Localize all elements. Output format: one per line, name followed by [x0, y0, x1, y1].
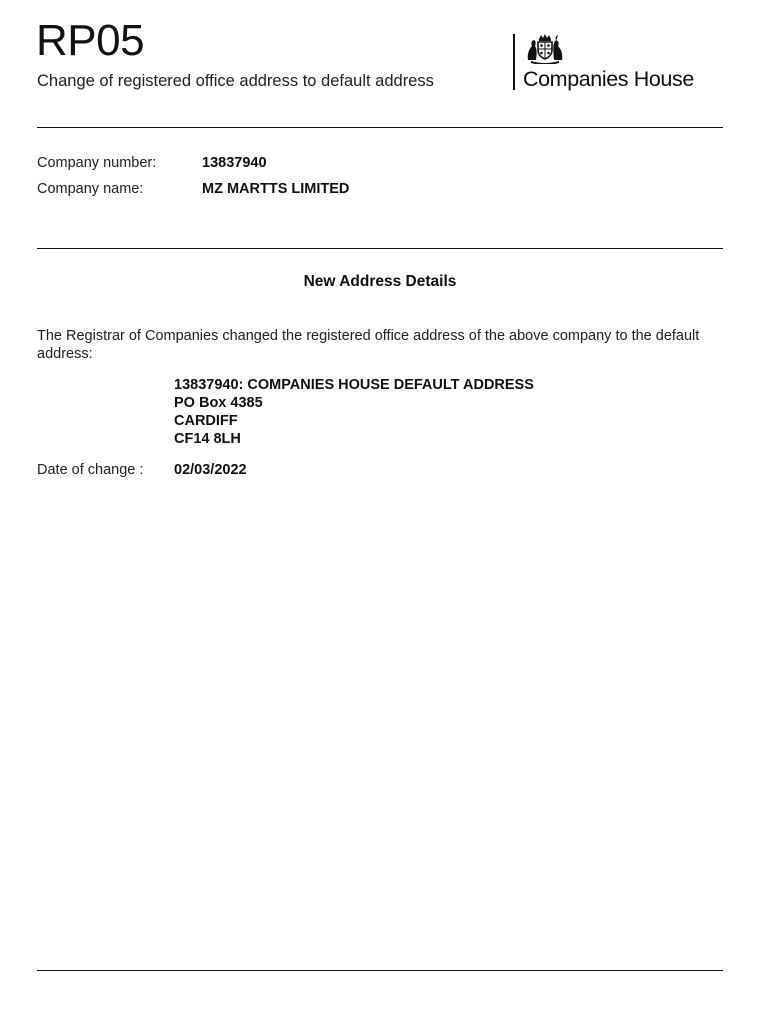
footer-divider: [37, 970, 723, 971]
address-line: CF14 8LH: [174, 431, 241, 447]
form-title: Change of registered office address to default address: [37, 72, 434, 90]
section-divider: [37, 248, 723, 249]
header-divider: [37, 127, 723, 128]
address-line: 13837940: COMPANIES HOUSE DEFAULT ADDRESS: [174, 377, 534, 393]
logo-text: Companies House: [523, 67, 694, 91]
date-of-change-value: 02/03/2022: [174, 462, 247, 478]
logo-divider: [513, 34, 515, 90]
address-line: CARDIFF: [174, 413, 238, 429]
company-number-value: 13837940: [202, 155, 267, 171]
section-heading: New Address Details: [303, 273, 457, 290]
form-code: RP05: [36, 16, 145, 65]
royal-crest-icon: [525, 32, 565, 64]
address-line: PO Box 4385: [174, 395, 263, 411]
company-name-label: Company name:: [37, 181, 144, 197]
change-statement: The Registrar of Companies changed the registered office address of the above company to the default address:: [37, 328, 700, 362]
default-address: [174, 376, 534, 448]
companies-house-logo: [513, 32, 713, 92]
company-name-value: MZ MARTTS LIMITED: [202, 181, 350, 197]
company-number-label: Company number:: [37, 155, 157, 171]
date-of-change-label: Date of change :: [37, 462, 144, 478]
